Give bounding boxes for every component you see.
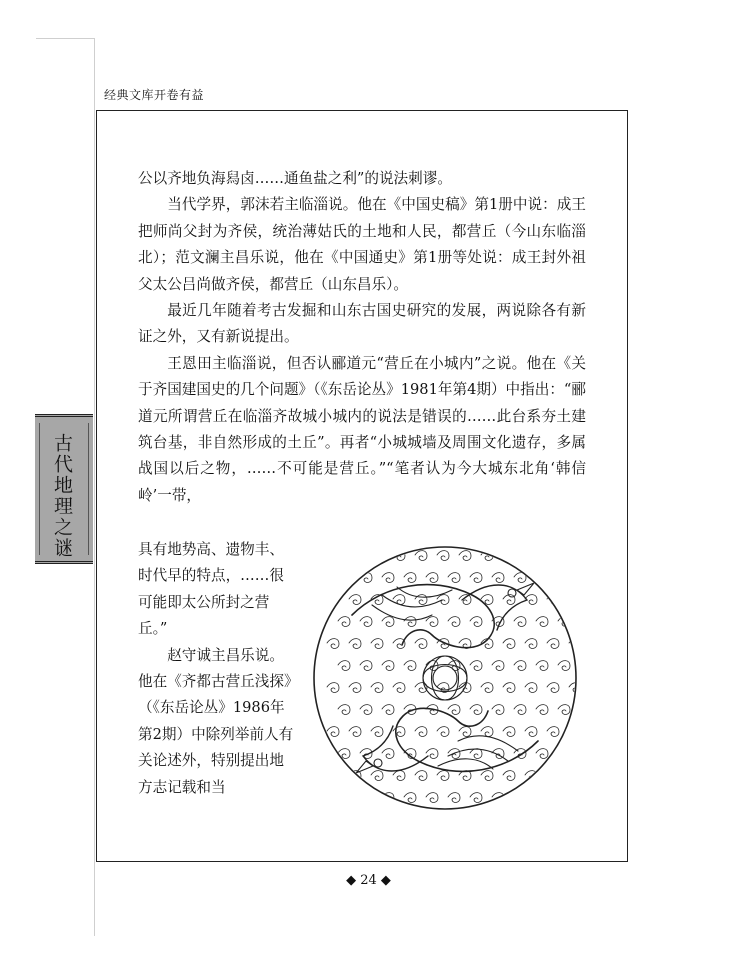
cloud-scroll [525, 551, 537, 561]
chapter-side-tab [35, 414, 93, 564]
body-text-narrow [138, 537, 298, 801]
chapter-title: 古代地理之谜 [51, 433, 73, 559]
body-text [138, 166, 586, 509]
cloud-scroll [569, 727, 578, 737]
paragraph-4: 王恩田主临淄说，但否认郦道元“营丘在小城内”之说。他在《关于齐国建国史的几个问题》（《东岳论丛》1981年第4期）中指出：“郦道元所谓营丘在临淄齐故城小城内的说法是错误的……此台系夯土建筑台基，非自然形成的土丘”。再者“小城城墙及周围文化遗存，多属战国以后之物，……不可能是营丘。”“笔者认为今大城东北角‘韩信岭’一带， [138, 354, 586, 504]
cloud-scroll [327, 771, 339, 781]
cloud-scroll [569, 771, 578, 781]
cloud-scroll [503, 551, 515, 561]
paragraph-3: 最近几年随着考古发掘和山东古国史研究的发展，两说除各有新证之外，又有新说提出。 [138, 302, 586, 346]
cloud-scroll [360, 793, 372, 803]
paragraph-5: 具有地势高、遗物丰、时代早的特点，……很可能即太公所封之营丘。” [138, 541, 284, 638]
cloud-scroll [569, 551, 578, 561]
cloud-scroll [558, 573, 570, 583]
cloud-scroll [338, 573, 350, 583]
cloud-scroll [558, 793, 570, 803]
phoenix-medallion-image [312, 545, 578, 811]
cloud-scroll [558, 749, 570, 759]
paragraph-6: 赵守诚主昌乐说。他在《齐都古营丘浅探》（《东岳论丛》1986年第2期）中除列举前人有关论述外，特别提出地方志记载和当 [138, 646, 294, 796]
cloud-scroll [349, 551, 361, 561]
cloud-scroll [371, 551, 383, 561]
cloud-scroll [338, 793, 350, 803]
cloud-scroll [569, 595, 578, 605]
gutter-line [94, 38, 95, 936]
cloud-scroll [547, 771, 559, 781]
cloud-scroll [547, 551, 559, 561]
cloud-scroll [514, 793, 526, 803]
page-number: ◆ 24 ◆ [346, 873, 391, 888]
paragraph-2: 当代学界，郭沫若主临淄说。他在《中国史稿》第1册中说：成王把师尚父封为齐侯，统治薄姑氏的土地和人民，都营丘（今山东临淄北）；范文澜主昌乐说，他在《中国通史》第1册等处说：成王封外祖父太公吕尚做齐侯，都营丘（山东昌乐）。 [138, 196, 586, 293]
gutter-top-line [36, 38, 94, 39]
cloud-scroll [536, 793, 548, 803]
paragraph-1: 公以齐地负海舄卤……通鱼盐之利”的说法刺谬。 [138, 170, 452, 187]
cloud-scroll [327, 551, 339, 561]
cloud-scroll [536, 573, 548, 583]
running-header: 经典文库开卷有益 [104, 88, 205, 102]
